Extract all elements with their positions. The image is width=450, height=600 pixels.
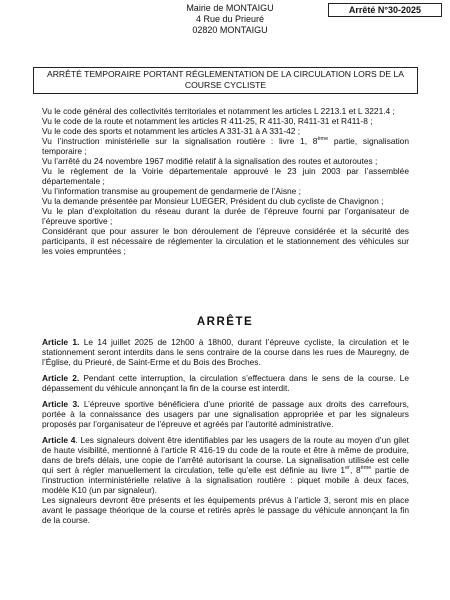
articles-section	[42, 337, 409, 531]
decision-heading: ARRÊTE	[196, 316, 254, 328]
article-label: Article 3.	[42, 399, 80, 409]
considerant-item: Vu l’information transmise au groupement de gendarmerie de l’Aisne ;	[42, 186, 301, 196]
mairie-city: 02820 MONTAIGU	[192, 25, 268, 35]
considerant-item: Vu l’arrêté du 24 novembre 1967 modifié relatif à la signalisation des routes et autoroutes ;	[42, 156, 378, 166]
mairie-street: 4 Rue du Prieuré	[195, 14, 265, 24]
document-title: ARRÊTÉ TEMPORAIRE PORTANT RÉGLEMENTATION DE LA CIRCULATION LORS DE LA COURSE CYCLISTE	[33, 67, 418, 94]
mairie-name: Mairie de MONTAIGU	[186, 3, 274, 13]
considerant-item: Vu le code des sports et notamment les articles A 331-31 à A 331-42 ;	[42, 126, 301, 136]
article-label: Article 2.	[42, 373, 80, 383]
considerant-item: Vu le plan d’exploitation du réseau durant la durée de l’épreuve fourni par l’organisateur de l’épreuve sportive ;	[42, 206, 409, 226]
arrete-number-box: Arrêté N°30-2025	[328, 3, 442, 17]
article-1: Article 1. Le 14 juillet 2025 de 12h00 à 18h00, durant l’épreuve cycliste, la circulation et le stationnement seront interdits dans le sens contraire de la course dans les rues de Mauregny, de l’Église, du Prieuré, de Saint-Erme et du Bois des Broches.	[42, 337, 409, 367]
article-2: Article 2. Pendant cette interruption, la circulation s’effectuera dans le sens de la course. Le dépassement du véhicule annonçant la fin de la course est interdit.	[42, 373, 409, 393]
article-4-continued: Les signaleurs devront être présents et les équipements prévus à l’article 3, seront mis en place avant le passage théorique de la course et retirés après le passage du véhicule annonçant la fin de la course.	[42, 495, 409, 525]
article-3: Article 3. L’épreuve sportive bénéficiera d’une priorité de passage aux droits des carrefours, portée à la connaissance des usagers par une signalisation appropriée et par les signaleurs proposés par l’organisateur de l’épreuve et agréés par l’autorité administrative.	[42, 399, 409, 429]
considerants-section	[42, 106, 409, 256]
considerant-item: Vu la demande présentée par Monsieur LUEGER, Président du club cycliste de Chavignon ;	[42, 196, 384, 206]
mairie-address	[160, 3, 300, 36]
article-label: Article 1.	[42, 337, 80, 347]
considerant-item: Vu le code général des collectivités territoriales et notamment les articles L 2213.1 et L 3221.4 ;	[42, 106, 395, 116]
article-4: Article 4. Les signaleurs doivent être identifiables par les usagers de la route au moyen d’un gilet de haute visibilité, mentionné à l’article R 416-19 du code de la route et être à même de produire, dans de brefs délais, une copie de l’arrêté autorisant la course. La signalisation utilisée est celle qui sert à régler manuellement la circulation, telle qu’elle est définie au livre 1er, 8ème partie de l’instruction interministérielle relative à la signalisation routière : piquet mobile à deux faces, modèle K10 (un par signaleur).	[42, 435, 410, 495]
considerant-item: Vu le code de la route et notamment les articles R 411-25, R 411-30, R411-31 et R411-8 ;	[42, 116, 373, 126]
article-label: Article 4	[42, 435, 76, 445]
considerant-item: Vu l’instruction ministérielle sur la signalisation routière : livre 1, 8ème partie, signalisation temporaire ;	[42, 136, 409, 156]
considerant-item: Considérant que pour assurer le bon déroulement de l’épreuve considérée et la sécurité des participants, il est nécessaire de réglementer la circulation et le stationnement des véhicules sur les voies empruntées ;	[42, 226, 409, 256]
considerant-item: Vu le règlement de la Voirie départementale approuvé le 23 juin 2003 par l’assemblée départementale ;	[42, 166, 409, 186]
